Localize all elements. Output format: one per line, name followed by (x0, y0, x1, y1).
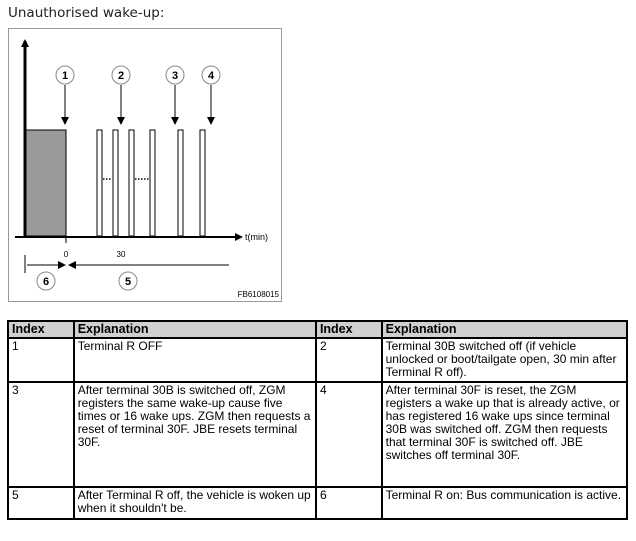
table-row (8, 382, 627, 487)
figure-code: FB6108015 (237, 290, 279, 299)
wake-pulse (178, 130, 183, 236)
explanation-cell: After terminal 30B is switched off, ZGM registers the same wake-up cause five times or 16 wake ups. ZGM then requests a reset of terminal 30F. JBE resets terminal 30F. (74, 382, 316, 487)
terminal-r-on-block (26, 130, 66, 236)
interval-5-arrowhead (68, 261, 76, 269)
header-explanation: Explanation (382, 321, 627, 338)
marker-1-label: 1 (61, 70, 69, 82)
explanation-cell: After Terminal R off, the vehicle is woken up when it shouldn't be. (74, 487, 316, 519)
explanation-cell: Terminal R on: Bus communication is active. (382, 487, 627, 519)
index-cell: 1 (8, 338, 74, 382)
wake-up-timing-diagram (8, 28, 282, 302)
marker-6-label: 6 (42, 276, 50, 288)
index-cell: 2 (316, 338, 382, 382)
page-title: Unauthorised wake-up: (8, 5, 165, 21)
explanation-table (7, 320, 628, 520)
table-row (8, 338, 627, 382)
marker-4-label: 4 (207, 70, 215, 82)
marker-5-label: 5 (124, 276, 132, 288)
table-row (8, 487, 627, 519)
explanation-cell: Terminal R OFF (74, 338, 316, 382)
wake-pulse (113, 130, 118, 236)
explanation-cell: Terminal 30B switched off (if vehicle unlocked or boot/tailgate open, 30 min after Terminal R off). (382, 338, 627, 382)
wake-pulse (97, 130, 102, 236)
header-index: Index (8, 321, 74, 338)
index-cell: 6 (316, 487, 382, 519)
wake-pulse (150, 130, 155, 236)
index-cell: 5 (8, 487, 74, 519)
index-cell: 3 (8, 382, 74, 487)
marker-2-label: 2 (117, 70, 125, 82)
header-explanation: Explanation (74, 321, 316, 338)
index-cell: 4 (316, 382, 382, 487)
x-axis-label: t(min) (245, 232, 268, 242)
wake-pulse (129, 130, 134, 236)
header-index: Index (316, 321, 382, 338)
explanation-cell: After terminal 30F is reset, the ZGM registers a wake up that is already active, or has registered 16 wake ups since terminal 30B was switched off. ZGM then requests that terminal 30F is switched off. JBE switches off terminal 30F. (382, 382, 627, 487)
tick-0-label: 0 (63, 250, 69, 259)
table-header-row (8, 321, 627, 338)
tick-30-label: 30 (116, 250, 126, 259)
marker-3-label: 3 (171, 70, 179, 82)
wake-pulse (200, 130, 205, 236)
